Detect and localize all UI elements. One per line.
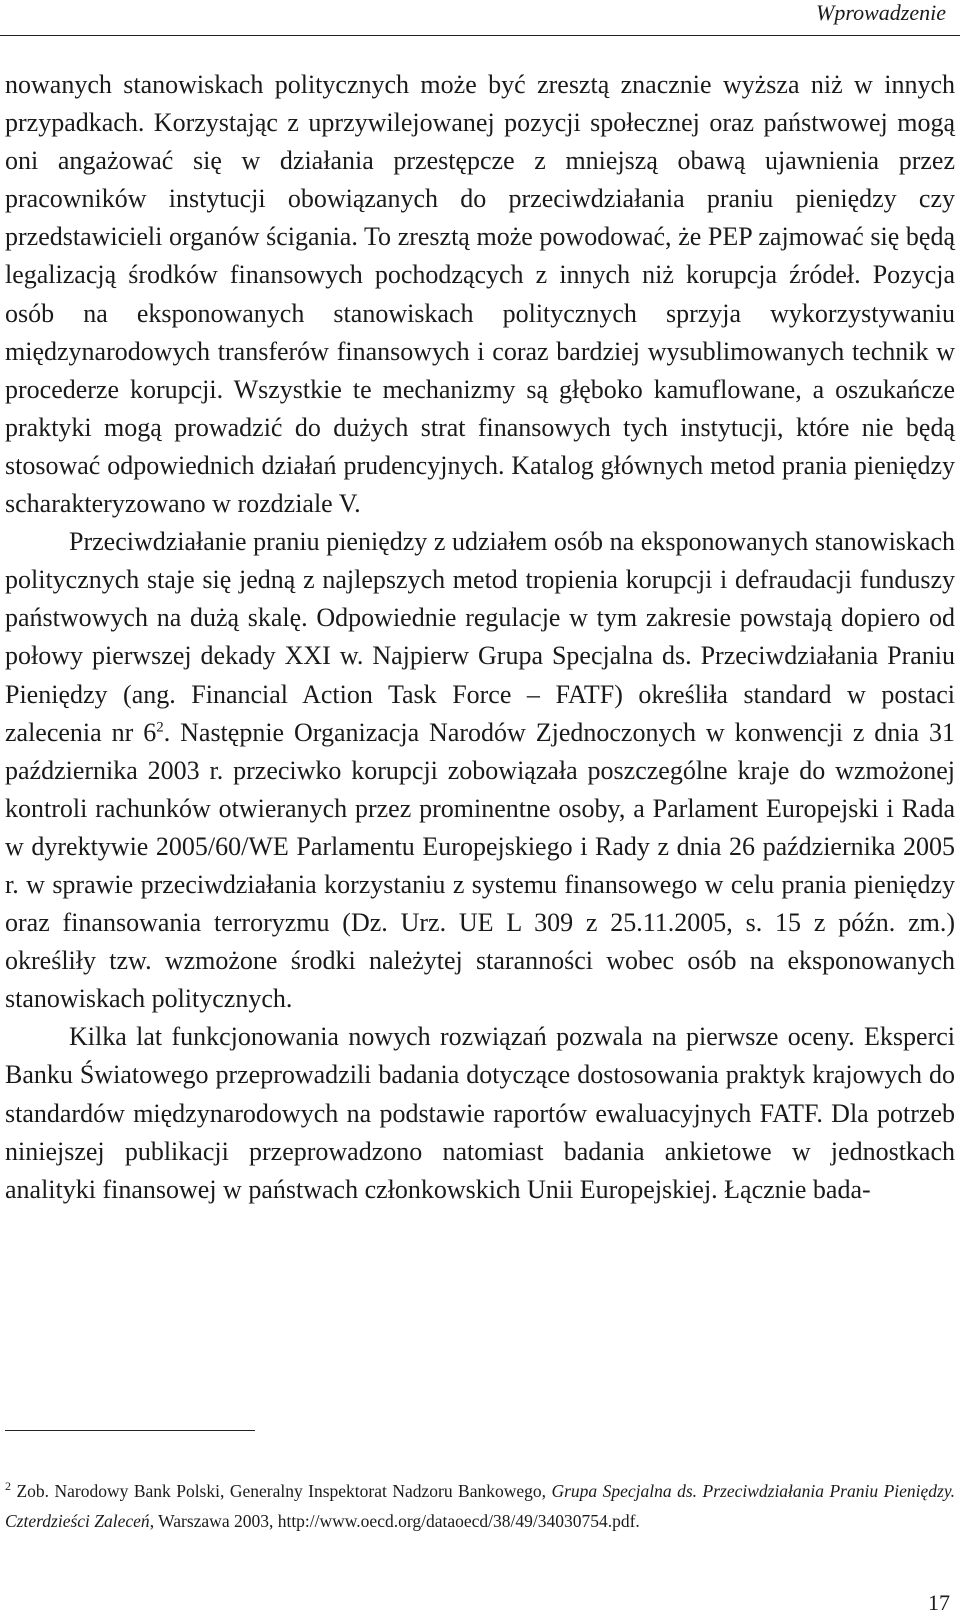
footnote-title: Grupa Specjalna ds. Przeciwdziałania Praniu Pieniędzy. Czterdzieści Zaleceń (5, 1481, 955, 1531)
footnote-reference[interactable]: 2 (156, 718, 164, 735)
page-number: 17 (928, 1590, 950, 1615)
paragraph-2-text-a: Przeciwdziałanie praniu pieniędzy z udziałem osób na eksponowanych stanowiskach politycznych staje się jedną z najlepszych metod tropienia korupcji i defraudacji funduszy państwowych na dużą skalę. Odpowiednie regulacje w tym zakresie powstają dopiero od połowy pierwszej dekady XXI w. Najpierw Grupa Specjalna ds. Przeciwdziałania Praniu Pieniędzy (ang. Financial Action Task Force – FATF) określiła standard w postaci zalecenia nr 6 (5, 527, 955, 747)
footnote-text-a: Zob. Narodowy Bank Polski, Generalny Inspektorat Nadzoru Bankowego, (11, 1481, 552, 1501)
paragraph-3: Kilka lat funkcjonowania nowych rozwiązań pozwala na pierwsze oceny. Eksperci Banku Światowego przeprowadzili badania dotyczące dostosowania praktyk krajowych do standardów międzynarodowych na podstawie raportów ewaluacyjnych FATF. Dla potrzeb niniejszej publikacji przeprowadzono natomiast badania ankietowe w jednostkach analityki finansowej w państwach członkowskich Unii Europejskiej. Łącznie bada- (5, 1022, 955, 1204)
running-title: Wprowadzenie (816, 0, 946, 25)
footnote-marker: 2 (5, 1479, 11, 1494)
body-text (5, 66, 955, 1209)
paragraph-2-text-b: . Następnie Organizacja Narodów Zjednoczonych w konwencji z dnia 31 października 2003 r. przeciwko korupcji zobowiązała poszczególne kraje do wzmożonej kontroli rachunków otwieranych przez prominentne osoby, a Parlament Europejski i Rada w dyrektywie 2005/60/WE Parlamentu Europejskiego i Rady z dnia 26 października 2005 r. w sprawie przeciwdziałania korzystaniu z systemu finansowego w celu prania pieniędzy oraz finansowania terroryzmu (Dz. Urz. UE L 309 z 25.11.2005, s. 15 z późn. zm.) określiły tzw. wzmożone środki należytej staranności wobec osób na eksponowanych stanowiskach politycznych. (5, 717, 955, 1014)
footnote-rule (5, 1430, 255, 1431)
paragraph-2 (5, 523, 955, 1018)
footnote (5, 1476, 955, 1536)
paragraph-1: nowanych stanowiskach politycznych może być zresztą znacznie wyższa niż w innych przypadkach. Korzystając z uprzywilejowanej pozycji społecznej oraz państwowej mogą oni angażować się w działania przestępcze z mniejszą obawą ujawnienia przez pracowników instytucji obowiązanych do przeciwdziałania praniu pieniędzy czy przedstawicieli organów ścigania. To zresztą może powodować, że PEP zajmować się będą legalizacją środków finansowych pochodzących z innych niż korupcja źródeł. Pozycja osób na eksponowanych stanowiskach politycznych sprzyja wykorzystywaniu międzynarodowych transferów finansowych i coraz bardziej wysublimowanych technik w procederze korupcji. Wszystkie te mechanizmy są głęboko kamuflowane, a oszukańcze praktyki mogą prowadzić do dużych strat finansowych tych instytucji, które nie będą stosować odpowiednich działań prudencyjnych. Katalog głównych metod prania pieniędzy scharakteryzowano w rozdziale V. (5, 70, 955, 519)
footnote-text-b: , Warszawa 2003, http://www.oecd.org/dataoecd/38/49/34030754.pdf. (149, 1511, 640, 1531)
header-rule (0, 35, 960, 36)
